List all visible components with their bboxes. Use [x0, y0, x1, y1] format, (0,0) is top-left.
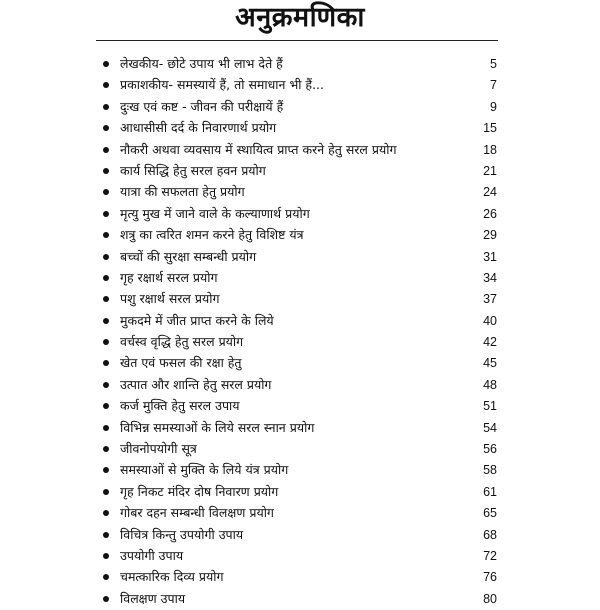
bullet-icon [103, 489, 109, 495]
toc-entry[interactable] [0, 204, 600, 225]
bullet-icon [103, 446, 109, 452]
toc-entry-page-number: 29 [483, 228, 497, 243]
toc-entry-page-number: 31 [483, 249, 497, 264]
toc-entry-title: कार्य सिद्धि हेतु सरल हवन प्रयोग [120, 162, 266, 178]
bullet-icon [103, 275, 109, 281]
toc-entry-page-number: 76 [483, 570, 497, 585]
toc-entry[interactable] [0, 182, 600, 203]
toc-entry[interactable] [0, 525, 600, 546]
toc-entry-page-number: 72 [483, 548, 497, 563]
toc-entry-page-number: 61 [483, 484, 497, 499]
bullet-icon [103, 82, 109, 88]
toc-entry-page-number: 68 [483, 527, 497, 542]
toc-entry[interactable] [0, 439, 600, 460]
toc-entry-page-number: 18 [483, 142, 497, 157]
bullet-icon [103, 61, 109, 67]
toc-entry-page-number: 15 [483, 121, 497, 136]
toc-entry-page-number: 24 [483, 185, 497, 200]
toc-entry-title: चमत्कारिक दिव्य प्रयोग [120, 569, 224, 585]
toc-entry-title: पशु रक्षार्थ सरल प्रयोग [120, 291, 220, 307]
toc-entry[interactable] [0, 589, 600, 610]
toc-entry-title: कर्ज मुक्ति हेतु सरल उपाय [120, 398, 240, 414]
bullet-icon [103, 232, 109, 238]
toc-entry[interactable] [0, 332, 600, 353]
bullet-icon [103, 360, 109, 366]
toc-entry-title: जीवनोपयोगी सूत्र [120, 441, 197, 457]
toc-entry-page-number: 26 [483, 206, 497, 221]
toc-entry-title: दुःख एवं कष्ट - जीवन की परीक्षायें हैं [120, 98, 284, 114]
toc-entry[interactable] [0, 482, 600, 503]
toc-entry[interactable] [0, 289, 600, 310]
bullet-icon [103, 254, 109, 260]
toc-entry[interactable] [0, 268, 600, 289]
toc-entry[interactable] [0, 503, 600, 524]
page-title: अनुक्रमणिका [235, 2, 365, 33]
toc-entry-title: विलक्षण उपाय [120, 590, 186, 606]
toc-entry-page-number: 58 [483, 463, 497, 478]
toc-entry-title: विभिन्न समस्याओं के लिये सरल स्नान प्रयोग [120, 419, 315, 435]
toc-entry-title: शत्रु का त्वरित शमन करने हेतु विशिष्ट यंत्र [120, 227, 304, 243]
toc-entry[interactable] [0, 353, 600, 374]
toc-entry-page-number: 9 [490, 99, 497, 114]
toc-entry[interactable] [0, 396, 600, 417]
toc-entry[interactable] [0, 311, 600, 332]
toc-entry-page-number: 45 [483, 356, 497, 371]
bullet-icon [103, 510, 109, 516]
page-header [0, 0, 600, 42]
table-of-contents [0, 54, 600, 610]
bullet-icon [103, 318, 109, 324]
toc-entry-page-number: 51 [483, 399, 497, 414]
bullet-icon [103, 467, 109, 473]
toc-entry-page-number: 21 [483, 163, 497, 178]
toc-entry[interactable] [0, 546, 600, 567]
toc-entry-page-number: 34 [483, 270, 497, 285]
toc-entry[interactable] [0, 375, 600, 396]
bullet-icon [103, 125, 109, 131]
toc-entry-title: मुकदमे में जीत प्राप्त करने के लिये [120, 312, 274, 328]
toc-entry-title: विचित्र किन्तु उपयोगी उपाय [120, 526, 244, 542]
toc-entry-page-number: 56 [483, 442, 497, 457]
bullet-icon [103, 168, 109, 174]
toc-entry-page-number: 5 [490, 57, 497, 71]
toc-entry[interactable] [0, 567, 600, 588]
toc-entry[interactable] [0, 247, 600, 268]
toc-entry[interactable] [0, 118, 600, 139]
bullet-icon [103, 425, 109, 431]
toc-entry-title: समस्याओं से मुक्ति के लिये यंत्र प्रयोग [120, 462, 289, 478]
toc-entry-title: लेखकीय- छोटे उपाय भी लाभ देते हैं [120, 56, 283, 71]
bullet-icon [103, 147, 109, 153]
toc-entry-title: नौकरी अथवा व्यवसाय में स्थायित्व प्राप्त करने हेतु सरल प्रयोग [120, 141, 397, 157]
toc-entry-title: गृह निकट मंदिर दोष निवारण प्रयोग [120, 483, 279, 499]
toc-entry-title: आधासीसी दर्द के निवारणार्थ प्रयोग [120, 120, 277, 136]
toc-entry-page-number: 7 [490, 78, 497, 93]
toc-entry-title: वर्चस्व वृद्धि हेतु सरल प्रयोग [120, 334, 244, 350]
toc-entry[interactable] [0, 54, 600, 75]
toc-entry-page-number: 42 [483, 335, 497, 350]
toc-entry[interactable] [0, 460, 600, 481]
toc-entry-title: गृह रक्षार्थ सरल प्रयोग [120, 269, 218, 285]
toc-entry-title: यात्रा की सफलता हेतु प्रयोग [120, 184, 245, 200]
bullet-icon [103, 339, 109, 345]
bullet-icon [103, 296, 109, 302]
toc-entry-title: खेत एवं फसल की रक्षा हेतु [120, 355, 242, 371]
bullet-icon [103, 382, 109, 388]
toc-entry-title: मृत्यु मुख में जाने वाले के कल्याणार्थ प्रयोग [120, 205, 310, 221]
toc-entry-page-number: 80 [483, 591, 497, 606]
toc-entry[interactable] [0, 97, 600, 118]
toc-entry-title: गोबर दहन सम्बन्धी विलक्षण प्रयोग [120, 505, 274, 521]
toc-entry[interactable] [0, 161, 600, 182]
title-underline [96, 40, 498, 41]
bullet-icon [103, 574, 109, 580]
bullet-icon [103, 532, 109, 538]
bullet-icon [103, 211, 109, 217]
toc-entry-title: बच्चों की सुरक्षा सम्बन्धी प्रयोग [120, 248, 257, 264]
toc-entry-page-number: 48 [483, 377, 497, 392]
bullet-icon [103, 104, 109, 110]
toc-entry[interactable] [0, 75, 600, 96]
bullet-icon [103, 189, 109, 195]
toc-entry-title: उपयोगी उपाय [120, 547, 184, 563]
toc-entry[interactable] [0, 140, 600, 161]
bullet-icon [103, 553, 109, 559]
toc-entry-page-number: 40 [483, 313, 497, 328]
toc-entry-title: उत्पात और शान्ति हेतु सरल प्रयोग [120, 376, 272, 392]
toc-entry-page-number: 65 [483, 506, 497, 521]
toc-entry[interactable] [0, 418, 600, 439]
toc-entry-page-number: 54 [483, 420, 497, 435]
bullet-icon [103, 403, 109, 409]
toc-entry[interactable] [0, 225, 600, 246]
bullet-icon [103, 596, 109, 602]
toc-entry-title: प्रकाशकीय- समस्यायें हैं, तो समाधान भी हैं... [120, 77, 324, 93]
toc-entry-page-number: 37 [483, 292, 497, 307]
